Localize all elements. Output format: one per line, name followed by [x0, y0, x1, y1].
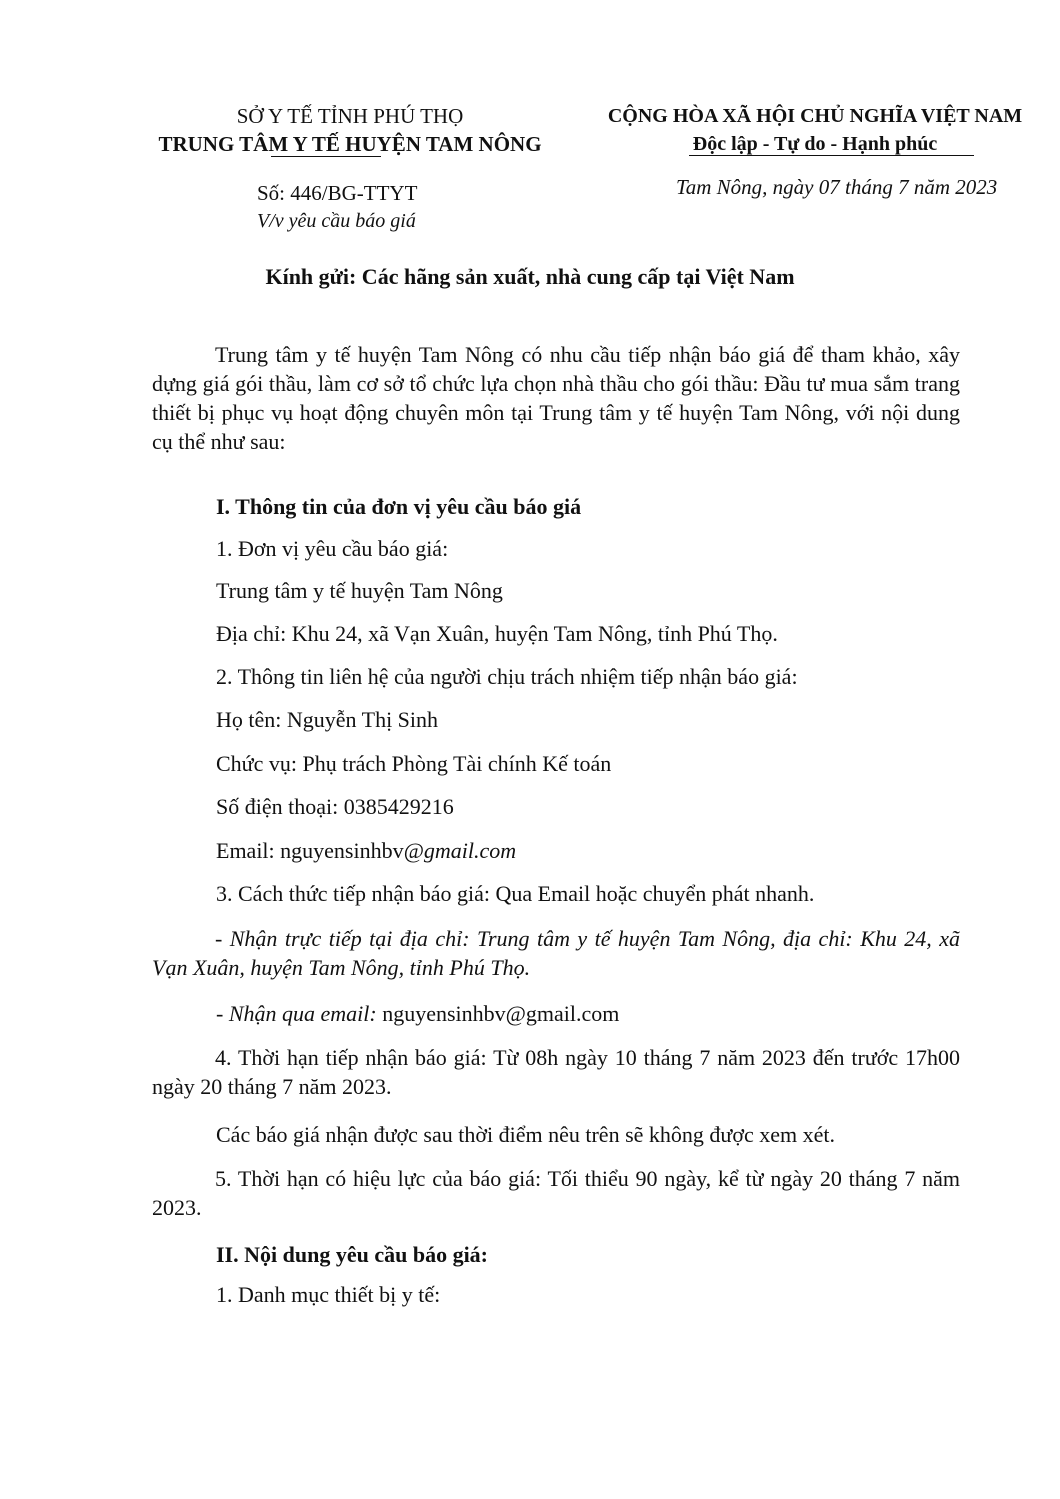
document-date: Tam Nông, ngày 07 tháng 7 năm 2023 — [676, 175, 998, 199]
requesting-unit-name: Trung tâm y tế huyện Tam Nông — [216, 578, 503, 603]
agency-underline — [271, 156, 381, 157]
contact-name: Họ tên: Nguyễn Thị Sinh — [216, 707, 439, 732]
contact-email-domain: @gmail.com — [403, 838, 517, 863]
section-1-heading: I. Thông tin của đơn vị yêu cầu báo giá — [216, 494, 582, 519]
equipment-list-label: 1. Danh mục thiết bị y tế: — [216, 1282, 441, 1307]
motto-underline — [689, 155, 974, 156]
intro-paragraph: Trung tâm y tế huyện Tam Nông có nhu cầu tiếp nhận báo giá để tham khảo, xây dựng giá gói thầu, làm cơ sở tổ chức lựa chọn nhà thầu cho gói thầu: Đầu tư mua sắm trang thiết bị phục vụ hoạt động chuyên môn tại Trung tâm y tế huyện Tam Nông, với nội dung cụ thể như sau: — [152, 342, 960, 454]
document-subject: V/v yêu cầu báo giá — [257, 210, 416, 232]
contact-email — [216, 836, 516, 865]
late-quote-note: Các báo giá nhận được sau thời điểm nêu trên sẽ không được xem xét. — [216, 1122, 835, 1147]
parent-agency: SỞ Y TẾ TỈNH PHÚ THỌ — [236, 104, 464, 128]
receipt-method: 3. Cách thức tiếp nhận báo giá: Qua Email hoặc chuyển phát nhanh. — [216, 881, 815, 906]
requesting-unit-label: 1. Đơn vị yêu cầu báo giá: — [216, 536, 449, 561]
issuing-agency-block — [100, 102, 600, 158]
document-number: Số: 446/BG-TTYT — [257, 181, 418, 205]
email-receipt-value: nguyensinhbv@gmail.com — [382, 1001, 620, 1026]
contact-phone: Số điện thoại: 0385429216 — [216, 794, 454, 819]
contact-email-prefix: Email: nguyensinhbv — [216, 838, 404, 863]
issuing-agency: TRUNG TÂM Y TẾ HUYỆN TAM NÔNG — [158, 132, 542, 156]
national-motto-block — [575, 102, 1055, 158]
national-title: CỘNG HÒA XÃ HỘI CHỦ NGHĨA VIỆT NAM — [607, 105, 1023, 127]
quote-validity: 5. Thời hạn có hiệu lực của báo giá: Tối thiểu 90 ngày, kể từ ngày 20 tháng 7 năm 2023. — [152, 1166, 960, 1220]
receipt-deadline: 4. Thời hạn tiếp nhận báo giá: Từ 08h ngày 10 tháng 7 năm 2023 đến trước 17h00 ngày 20 tháng 7 năm 2023. — [152, 1045, 960, 1099]
requesting-unit-address: Địa chỉ: Khu 24, xã Vạn Xuân, huyện Tam Nông, tỉnh Phú Thọ. — [216, 621, 778, 646]
contact-info-label: 2. Thông tin liên hệ của người chịu trách nhiệm tiếp nhận báo giá: — [216, 664, 798, 689]
section-2-heading: II. Nội dung yêu cầu báo giá: — [216, 1242, 489, 1267]
direct-receipt-note: - Nhận trực tiếp tại địa chỉ: Trung tâm y tế huyện Tam Nông, địa chỉ: Khu 24, xã Vạn Xuân, huyện Tam Nông, tỉnh Phú Thọ. — [152, 926, 960, 980]
email-receipt-label: - Nhận qua email: — [216, 1001, 383, 1026]
email-receipt-note — [216, 999, 619, 1028]
contact-position: Chức vụ: Phụ trách Phòng Tài chính Kế toán — [216, 751, 612, 776]
recipient-line: Kính gửi: Các hãng sản xuất, nhà cung cấp tại Việt Nam — [265, 264, 795, 289]
national-motto: Độc lập - Tự do - Hạnh phúc — [692, 133, 938, 155]
